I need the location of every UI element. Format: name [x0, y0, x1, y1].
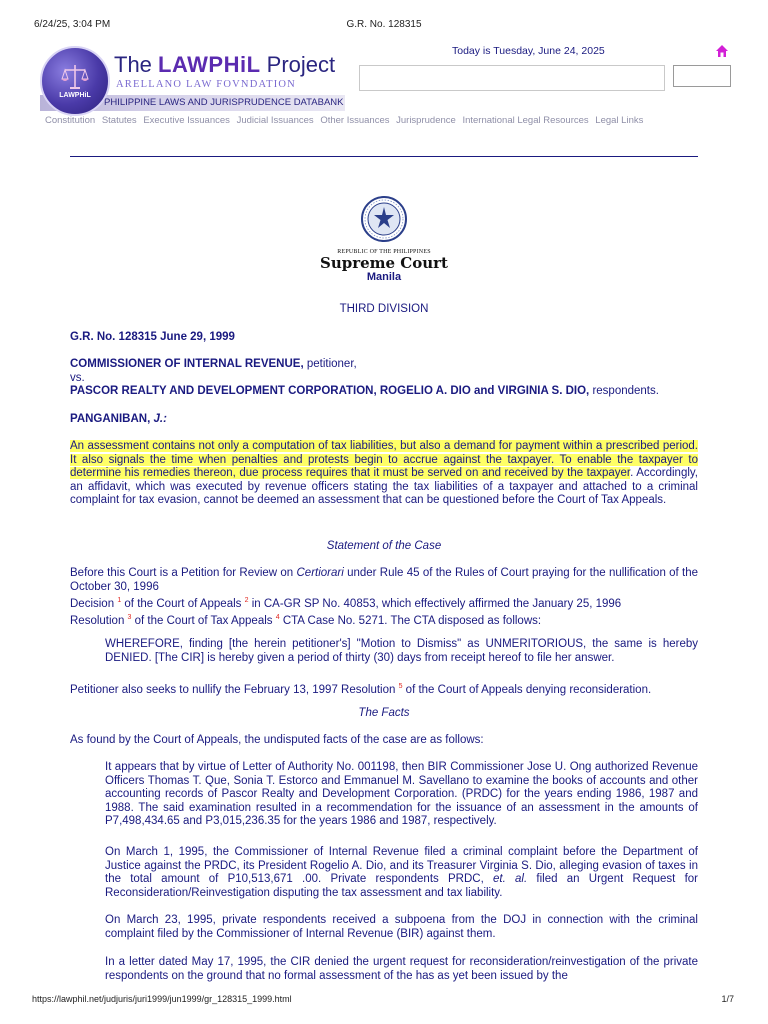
reconsideration-text-b: of the Court of Appeals denying reconsideration. [402, 683, 652, 696]
site-subtitle: ARELLANO LAW FOVNDATION [116, 79, 296, 90]
ponente-title: J.: [153, 413, 167, 425]
footnote-link-5[interactable]: 5 [398, 683, 403, 690]
highlighted-text: An assessment contains not only a computation of tax liabilities, but also a demand for payment within a prescribed period. It also signals the time when penalties and protests begin to accrue against the taxpayer. To enable the taxpayer to determine his remedies thereon, due process requires that it must be served on and received by the taxpayer [70, 440, 698, 479]
search-input[interactable] [359, 65, 665, 91]
court-city: Manila [366, 271, 402, 283]
certiorari-term: Certiorari [296, 567, 344, 579]
case-parties [70, 358, 698, 399]
nav-statutes[interactable]: Statutes [101, 115, 137, 126]
ponente-name: PANGANIBAN, [70, 413, 154, 425]
et-al-term: et. al. [493, 873, 528, 885]
petitioner-role: petitioner, [303, 358, 357, 370]
petition-line-3 [70, 611, 698, 628]
respondents-line [70, 385, 698, 399]
versus-label: vs. [70, 371, 85, 384]
nav-international-legal-resources[interactable]: International Legal Resources [462, 115, 589, 126]
republic-label: REPUBLIC OF THE PHILIPPINES [337, 249, 431, 255]
paragraph-facts-intro: As found by the Court of Appeals, the undisputed facts of the case are as follows: [70, 734, 484, 746]
home-icon[interactable] [715, 44, 729, 58]
blockquote-cta-disposition: WHEREFORE, finding [the herein petitioner's] "Motion to Dismiss" as UNMERITORIOUS, the same is hereby DENIED. [The CIR] is hereby given a period of thirty (30) days from receipt hereof to file her answer. [105, 638, 698, 664]
print-datetime: 6/24/25, 3:04 PM [34, 19, 111, 30]
fact2-text-b: filed an Urgent Request for Reconsideration/Reinvestigation disputing the tax assessment and tax liability. [105, 873, 698, 899]
footnote-link-2[interactable]: 2 [244, 597, 249, 604]
search-button[interactable] [673, 65, 731, 87]
heading-facts: The Facts [358, 707, 410, 719]
footnote-link-4[interactable]: 4 [275, 614, 280, 622]
fact-paragraph-2 [105, 846, 698, 900]
division-label: THIRD DIVISION [339, 303, 429, 315]
paragraph-intro [70, 440, 698, 508]
heading-statement-of-case: Statement of the Case [326, 540, 442, 552]
print-url: https://lawphil.net/judjuris/juri1999/jun1999/gr_128315_1999.html [32, 994, 292, 1004]
ponente [70, 413, 698, 427]
nav-constitution[interactable]: Constitution [45, 115, 96, 126]
petitioner-line [70, 358, 698, 372]
petition-line-1 [70, 567, 698, 594]
court-heading [0, 249, 768, 283]
site-tagline: PHILIPPINE LAWS AND JURISPRUDENCE DATABANK [104, 97, 344, 108]
intro-continuation: . Accordingly, an affidavit, which was executed by revenue officers stating the tax liabilities of a taxpayer and attached to a criminal complaint for tax evasion, cannot be deemed an assessment that can be questioned before the Court of Tax Appeals. [70, 467, 698, 506]
respondents-role: respondents. [589, 385, 659, 397]
supreme-court-seal-icon [360, 195, 408, 243]
paragraph-petition [70, 567, 698, 629]
nav-other-issuances[interactable]: Other Issuances [320, 115, 390, 126]
petition-text-d: of the Court of Appeals [121, 597, 245, 610]
respondents-names: PASCOR REALTY AND DEVELOPMENT CORPORATION, ROGELIO A. DIO and VIRGINIA S. DIO, [70, 385, 590, 397]
reconsideration-text-a: Petitioner also seeks to nullify the February 13, 1997 Resolution [70, 683, 399, 696]
petitioner-name: COMMISSIONER OF INTERNAL REVENUE, [70, 358, 304, 370]
site-title [114, 52, 335, 78]
scales-of-justice-icon [60, 62, 90, 92]
paragraph-reconsideration [70, 680, 698, 697]
nav-executive-issuances[interactable]: Executive Issuances [143, 115, 230, 126]
petition-line-2 [70, 594, 698, 611]
site-header [34, 42, 734, 118]
petition-text-f: Resolution [70, 615, 128, 628]
case-number: G.R. No. 128315 June 29, 1999 [70, 331, 235, 343]
nav-jurisprudence[interactable]: Jurisprudence [396, 115, 456, 126]
petition-text-e: in CA-GR SP No. 40853, which effectively affirmed the January 25, 1996 [248, 597, 622, 610]
fact-paragraph-4: In a letter dated May 17, 1995, the CIR denied the urgent request for reconsideration/reinvestigation of the private respondents on the ground that no formal assessment of the has as yet been issued by the [105, 956, 698, 982]
main-nav [45, 115, 725, 126]
print-title: G.R. No. 128315 [346, 19, 422, 30]
petition-text-b: under Rule 45 of the Rules of Court praying for the nullification of the October 30, 1996 [70, 567, 699, 593]
petition-text-g: of the Court of Tax Appeals [131, 615, 276, 628]
nav-judicial-issuances[interactable]: Judicial Issuances [236, 115, 314, 126]
petition-text-a: Before this Court is a Petition for Review on [70, 567, 297, 579]
today-date: Today is Tuesday, June 24, 2025 [452, 45, 605, 57]
petition-text-h: CTA Case No. 5271. The CTA disposed as follows: [279, 615, 542, 628]
header-divider [70, 156, 698, 157]
fact-paragraph-1: It appears that by virtue of Letter of Authority No. 001198, then BIR Commissioner Jose U. Ong authorized Revenue Officers Thomas T. Que, Sonia T. Estorco and Emmanuel M. Savellano to examine the books of accounts and other accounting records of Pascor Realty and Development Corporation. (PRDC) for the years ending 1986, 1987 and 1988. The said examination resulted in a recommendation for the issuance of an assessment in the amounts of P7,498,434.65 and P3,015,236.35 for the years 1986 and 1987, respectively. [105, 761, 698, 827]
court-name: Supreme Court [320, 254, 448, 272]
footnote-link-3[interactable]: 3 [127, 614, 132, 622]
print-page-number: 1/7 [721, 994, 734, 1004]
print-footer [32, 994, 734, 1006]
site-title-suffix: Project [260, 52, 336, 77]
fact2-text-a: On March 1, 1995, the Commissioner of Internal Revenue filed a criminal complaint before the Department of Justice against the PRDC, its President Rogelio A. Dio, and its Treasurer Virginia S. Dio, alleging evasion of taxes in the total amount of P10,513,671 .00. Private respondents PRDC, [105, 846, 698, 885]
petition-text-c: Decision [70, 597, 118, 610]
nav-legal-links[interactable]: Legal Links [595, 115, 644, 126]
site-title-brand: LAWPHiL [158, 52, 261, 77]
footnote-link-1[interactable]: 1 [117, 597, 122, 604]
print-header [34, 19, 734, 33]
site-title-prefix: The [114, 52, 159, 77]
site-logo[interactable] [40, 46, 350, 118]
fact-paragraph-3: On March 23, 1995, private respondents received a subpoena from the DOJ in connection with the criminal complaint filed by the Commissioner of Internal Revenue (BIR) against them. [105, 914, 698, 940]
logo-emblem-text: LAWPHiL [59, 92, 91, 99]
logo-emblem [40, 46, 110, 116]
